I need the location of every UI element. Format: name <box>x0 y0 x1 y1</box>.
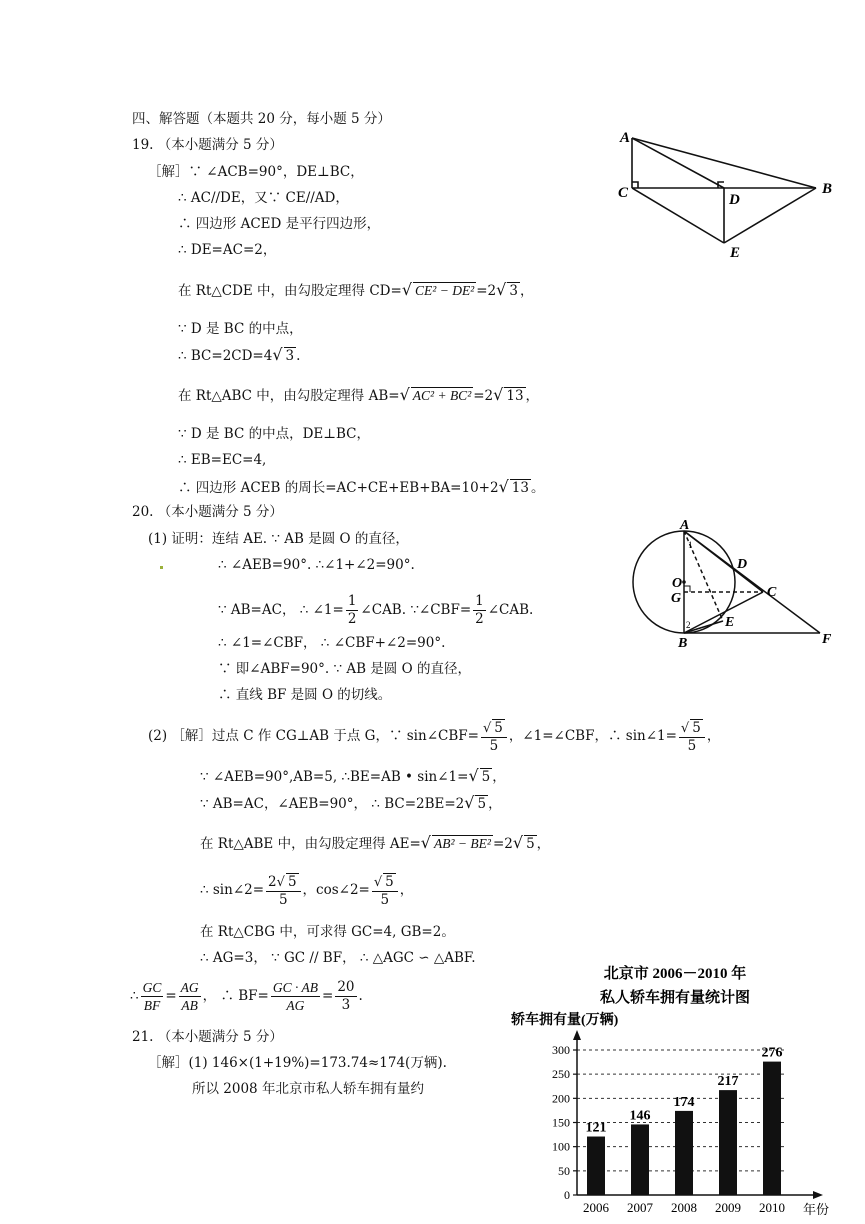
q20-sol-line-3 <box>200 794 502 813</box>
text: 在 Rt△ABE 中，由勾股定理得 AE= <box>200 836 421 852</box>
radicand: 5 <box>481 769 491 785</box>
radicand: 3 <box>285 348 295 364</box>
data-label: 121 <box>585 1120 607 1136</box>
q20-proof-line-4: ∴ ∠1=∠CBF， ∴ ∠CBF+∠2=90°. <box>218 635 446 651</box>
denominator: 5 <box>489 737 499 754</box>
chart-subtitle: 私人轿车拥有量统计图 <box>599 990 751 1006</box>
text: ∵ ∠AEB=90°,AB=5, ∴BE=AB • sin∠1= <box>200 769 469 785</box>
denominator: 5 <box>278 891 288 908</box>
bar <box>719 1090 737 1195</box>
q20-proof-line-6: ∴ 直线 BF 是圆 O 的切线。 <box>218 687 392 703</box>
label-e: E <box>725 615 735 630</box>
radical-sign: √ <box>420 833 431 852</box>
text: =2 <box>473 388 494 404</box>
text: ， <box>519 283 534 299</box>
label-c: C <box>618 185 629 201</box>
fraction <box>335 979 356 1014</box>
numerator: GC <box>142 980 162 995</box>
numerator: AG <box>180 980 199 995</box>
label-o: O <box>672 576 683 591</box>
q19-line-9: ∵ D 是 BC 的中点，DE⊥BC， <box>178 426 370 442</box>
fraction <box>141 979 164 1014</box>
q20-sol-line-2 <box>200 767 506 786</box>
text: . <box>358 988 363 1004</box>
radical-sign: √ <box>276 874 285 890</box>
text: ∠CAB. <box>487 602 534 618</box>
radicand: 13 <box>506 388 524 404</box>
radicand: CE² − DE² <box>415 283 475 298</box>
equals: = <box>165 988 177 1004</box>
q19-line-11 <box>178 478 544 497</box>
bar-chart <box>505 958 840 1220</box>
radical-sign: √ <box>680 720 690 736</box>
text: ， <box>492 769 506 785</box>
fraction <box>179 979 201 1014</box>
angle-2-label: 2 <box>686 620 691 630</box>
radicand: 5 <box>385 873 394 890</box>
y-tick-label: 250 <box>552 1067 570 1082</box>
label-d: D <box>729 192 740 208</box>
radicand: AC² + BC² <box>412 388 472 403</box>
radical-sign: √ <box>464 793 475 812</box>
label-f: F <box>822 632 832 647</box>
numerator <box>679 719 705 738</box>
radicand: 5 <box>692 719 701 736</box>
fraction <box>679 719 705 755</box>
text: ∵ AB=AC，∠AEB=90°， ∴ BC=2BE=2 <box>200 796 465 812</box>
label-b: B <box>678 636 688 650</box>
text: 在 Rt△CDE 中，由勾股定理得 CD= <box>178 283 402 299</box>
numerator: 20 <box>337 979 355 995</box>
y-axis-arrow <box>573 1030 581 1040</box>
q21-line-2: 所以 2008 年北京市私人轿车拥有量约 <box>192 1081 424 1097</box>
q20-proof-line-3 <box>218 592 533 628</box>
x-tick-label: 2008 <box>671 1200 697 1215</box>
numerator <box>372 873 398 892</box>
y-axis-label: 轿车拥有量(万辆) <box>511 1013 619 1028</box>
text: ∴ BC=2CD=4 <box>178 348 273 364</box>
x-tick-label: 2010 <box>759 1200 785 1215</box>
q20-circle-figure <box>620 515 845 650</box>
q20-proof-line-1: (1) 证明：连结 AE. ∵ AB 是圆 O 的直径， <box>148 531 409 547</box>
radical-sign: √ <box>498 477 509 496</box>
numerator: 1 <box>347 593 357 609</box>
denominator: AG <box>286 998 305 1013</box>
text: (2) ［解］过点 C 作 CG⊥AB 于点 G，∵ sin∠CBF= <box>148 728 479 744</box>
text: . <box>296 348 301 364</box>
radical-sign: √ <box>482 720 492 736</box>
data-label: 146 <box>629 1108 651 1124</box>
data-label: 174 <box>673 1094 695 1110</box>
denominator: BF <box>143 998 161 1013</box>
radical-sign: √ <box>373 874 383 890</box>
q19-triangle-figure <box>610 125 840 265</box>
text: ∴ <box>130 988 139 1004</box>
center-point <box>682 580 686 584</box>
numerator <box>266 873 300 892</box>
text: 在 Rt△ABC 中，由勾股定理得 AB= <box>178 388 400 404</box>
text: ， <box>536 836 551 852</box>
x-tick-label: 2006 <box>583 1200 609 1215</box>
radical-sign: √ <box>399 385 410 404</box>
y-tick-label: 200 <box>552 1091 570 1106</box>
angle-1-label: 1 <box>688 540 693 550</box>
denominator: AB <box>181 998 198 1013</box>
stray-mark <box>160 566 163 569</box>
radical-sign: √ <box>401 280 413 299</box>
y-tick-label: 150 <box>552 1115 570 1130</box>
radicand: 5 <box>494 719 503 736</box>
text: =2 <box>476 283 497 299</box>
q20-sol-line-5 <box>200 872 413 909</box>
denominator: 5 <box>687 737 697 754</box>
denominator: 5 <box>380 891 390 908</box>
radical-sign: √ <box>493 385 504 404</box>
text: ∵ AB=AC， ∴ ∠1= <box>218 602 344 618</box>
q19-line-1: ［解］∵ ∠ACB=90°，DE⊥BC， <box>148 164 364 180</box>
label-g: G <box>671 591 682 606</box>
radicand: 5 <box>526 836 535 852</box>
denominator: 3 <box>341 997 351 1013</box>
text: ∴ 四边形 ACEB 的周长=AC+CE+EB+BA=10+2 <box>178 480 499 496</box>
radical-sign: √ <box>496 280 507 299</box>
data-label: 276 <box>761 1045 783 1061</box>
radical-sign: √ <box>468 766 479 785</box>
radicand: 13 <box>511 480 529 496</box>
text: ，cos∠2= <box>302 882 370 898</box>
numerator <box>481 719 507 738</box>
q19-line-5 <box>178 281 533 300</box>
denominator: 2 <box>347 611 357 627</box>
numerator: 1 <box>475 593 484 609</box>
radicand: 5 <box>477 796 487 812</box>
label-c: C <box>767 585 777 600</box>
x-tick-label: 2007 <box>627 1200 653 1215</box>
q21-line-1: ［解］(1) 146×(1+19%)=173.74≈174(万辆). <box>148 1055 447 1071</box>
q20-sol-line-8 <box>130 978 363 1014</box>
bar <box>631 1124 649 1195</box>
text: ， <box>488 796 502 812</box>
fraction <box>481 719 507 755</box>
x-tick-label: 2009 <box>715 1200 741 1215</box>
text: ， <box>706 728 721 744</box>
x-axis-label: 年份 <box>803 1202 830 1217</box>
text: ， <box>525 388 540 404</box>
q20-sol-line-1 <box>148 718 720 755</box>
q20-sol-line-7: ∴ AG=3， ∵ GC // BF， ∴ △AGC ∽ △ABF. <box>200 950 476 966</box>
label-b: B <box>822 181 833 197</box>
y-tick-label: 100 <box>552 1139 570 1154</box>
fraction <box>266 873 300 909</box>
label-a: A <box>680 518 690 533</box>
q19-line-8 <box>178 386 539 405</box>
chart-title: 北京市 2006－2010 年 <box>603 966 747 982</box>
equals: = <box>322 988 334 1004</box>
y-tick-label: 0 <box>564 1188 570 1202</box>
label-e: E <box>730 245 741 261</box>
q19-line-3: ∴ 四边形 ACED 是平行四边形， <box>178 216 381 232</box>
text: ∠CAB. ∵∠CBF= <box>360 602 472 618</box>
q19-line-2: ∴ AC//DE，又∵ CE//AD， <box>178 190 349 206</box>
y-tick-label: 300 <box>552 1043 570 1057</box>
q19-line-10: ∴ EB=EC=4, <box>178 452 267 468</box>
label-a: A <box>620 130 631 146</box>
bar <box>587 1137 605 1195</box>
text: ∴ sin∠2= <box>200 882 265 898</box>
q21-title: 21. （本小题满分 5 分） <box>132 1029 283 1045</box>
section-heading: 四、解答题（本题共 20 分，每小题 5 分） <box>132 111 391 127</box>
denominator: 2 <box>475 611 484 627</box>
radicand: 5 <box>287 873 297 890</box>
q19-line-6: ∵ D 是 BC 的中点， <box>178 321 303 337</box>
x-axis-arrow <box>813 1191 823 1199</box>
q20-sol-line-6: 在 Rt△CBG 中，可求得 GC=4, GB=2。 <box>200 924 455 940</box>
text: 。 <box>530 480 545 496</box>
bar <box>763 1062 781 1195</box>
coefficient: 2 <box>268 873 277 890</box>
q20-proof-line-5: ∵ 即∠ABF=90°. ∵ AB 是圆 O 的直径， <box>218 661 471 677</box>
q20-sol-line-4 <box>200 834 550 853</box>
q19-title: 19. （本小题满分 5 分） <box>132 137 283 153</box>
text: ， ∴ BF= <box>202 988 269 1004</box>
bar <box>675 1111 693 1195</box>
radicand: 3 <box>509 283 518 299</box>
radicand: AB² − BE² <box>434 836 491 851</box>
label-d: D <box>737 557 748 572</box>
q20-title: 20. （本小题满分 5 分） <box>132 504 283 520</box>
radical-sign: √ <box>272 345 283 364</box>
fraction <box>346 593 359 628</box>
text: ，∠1=∠CBF，∴ sin∠1= <box>508 728 677 744</box>
y-tick-label: 50 <box>558 1163 570 1178</box>
q19-line-4: ∴ DE=AC=2， <box>178 242 277 258</box>
fraction <box>473 593 486 628</box>
radical-sign: √ <box>512 833 524 852</box>
text: ， <box>399 882 414 898</box>
data-label: 217 <box>717 1074 739 1090</box>
text: =2 <box>492 836 513 852</box>
fraction <box>271 979 320 1014</box>
q19-line-7 <box>178 346 300 365</box>
numerator: GC · AB <box>272 980 318 995</box>
fraction <box>372 873 398 909</box>
q20-proof-line-2: ∴ ∠AEB=90°. ∴∠1+∠2=90°. <box>218 557 415 573</box>
